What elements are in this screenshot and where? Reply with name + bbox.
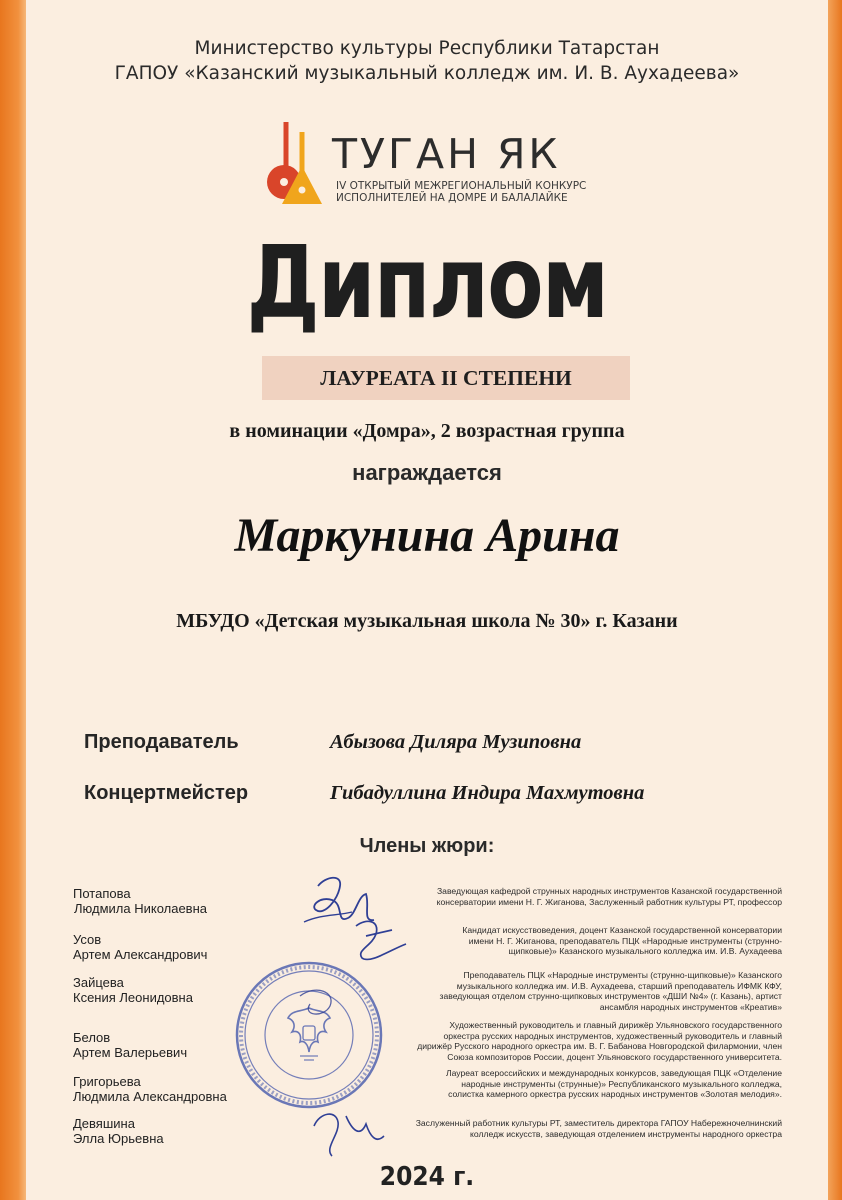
jury-given-name: Элла Юрьевна — [73, 1131, 164, 1146]
left-orange-border — [0, 0, 26, 1200]
description-line: Союза композиторов России, доцент Ульяновского государственного университета. — [447, 1051, 782, 1062]
subtitle-line-1: IV ОТКРЫТЫЙ МЕЖРЕГИОНАЛЬНЫЙ КОНКУРС — [336, 180, 587, 192]
teacher-name: Абызова Диляра Музиповна — [330, 731, 582, 753]
jury-member-name — [73, 886, 207, 916]
jury-given-name: Артем Александрович — [73, 947, 208, 962]
recipient-name: Маркунина Арина — [234, 509, 620, 562]
jury-given-name: Людмила Николаевна — [74, 901, 207, 916]
description-line: Заведующая кафедрой струнных народных инструментов Казанской государственной — [436, 886, 782, 896]
school-name: МБУДО «Детская музыкальная школа № 30» г. Казани — [176, 610, 678, 632]
description-line: щипковые)» Казанского музыкального колледжа им. И.В. Аухадеева — [508, 946, 782, 956]
jury-member-name — [73, 975, 193, 1005]
description-line: Преподаватель ПЦК «Народные инструменты (струнно-щипковые)» Казанского — [463, 970, 782, 980]
description-line: консерватории имени Н. Г. Жиганова, Заслуженный работник культуры РТ, профессор — [436, 896, 782, 907]
balalaika-domra-logo-icon — [266, 118, 326, 208]
description-line: заведующая отделом струнно-щипковых инструментов «ДШИ №4» (г. Казань), артист — [439, 991, 782, 1001]
jury-surname: Девяшина — [73, 1116, 135, 1131]
jury-surname: Усов — [73, 932, 102, 947]
jury-member-name — [73, 1030, 187, 1060]
jury-title: Члены жюри: — [359, 835, 495, 857]
jury-member-description — [362, 1020, 782, 1062]
laureate-degree: ЛАУРЕАТА II СТЕПЕНИ — [262, 356, 630, 400]
description-line: Заслуженный работник культуры РТ, заместитель директора ГАПОУ Набережночелнинский — [415, 1118, 782, 1128]
accompanist-label: Концертмейстер — [84, 782, 249, 804]
description-line: Кандидат искусствоведения, доцент Казанской государственной консерватории — [462, 925, 782, 935]
subtitle-line-2: ИСПОЛНИТЕЛЕЙ НА ДОМРЕ И БАЛАЛАЙКЕ — [336, 192, 568, 204]
jury-member-description — [362, 925, 782, 957]
teacher-label: Преподаватель — [84, 731, 239, 753]
jury-member-description — [362, 1118, 782, 1139]
competition-subtitle — [336, 180, 586, 204]
jury-member-description — [362, 886, 782, 907]
jury-member-name — [73, 1116, 164, 1146]
jury-member-description — [362, 970, 782, 1012]
jury-surname: Потапова — [73, 886, 131, 901]
description-line: колледж искусств, заведующая отделением инструменты народного оркестра — [470, 1128, 782, 1139]
diploma-title: Диплом — [246, 224, 608, 341]
jury-given-name: Людмила Александровна — [73, 1089, 227, 1104]
awarded-text: награждается — [352, 460, 502, 485]
right-orange-border — [828, 0, 842, 1200]
jury-member-name — [73, 932, 207, 962]
description-line: музыкального колледжа им. И.В. Аухадеева, старший преподаватель ИФМК КФУ, — [456, 980, 782, 991]
description-line: дирижёр Русского народного оркестра им. В. Г. Бабанова Новгородской филармонии, член — [417, 1041, 782, 1051]
description-line: народные инструменты (струнные)» Республиканского музыкального колледжа, — [461, 1078, 782, 1089]
description-line: Художественный руководитель и главный дирижёр Ульяновского государственного — [449, 1020, 782, 1030]
description-line: оркестра русских народных инструментов, художественный руководитель и главный — [443, 1030, 782, 1041]
description-line: ансамбля народных инструментов «Креатив» — [599, 1001, 782, 1012]
jury-surname: Белов — [73, 1030, 111, 1045]
accompanist-name: Гибадуллина Индира Махмутовна — [330, 782, 645, 804]
description-line: солистка камерного оркестра русских народных инструментов «Золотая мелодия». — [448, 1089, 782, 1099]
ministry-line: Министерство культуры Республики Татарстан — [194, 38, 660, 59]
description-line: Лауреат всероссийских и международных конкурсов, заведующая ПЦК «Отделение — [445, 1068, 782, 1078]
jury-given-name: Артем Валерьевич — [73, 1045, 188, 1060]
year: 2024 г. — [379, 1162, 475, 1192]
college-line: ГАПОУ «Казанский музыкальный колледж им. И. В. Аухадеева» — [114, 63, 740, 84]
official-seal-stamp — [234, 960, 384, 1110]
jury-member-name — [73, 1074, 227, 1104]
jury-surname: Григорьева — [73, 1074, 141, 1089]
description-line: имени Н. Г. Жиганова, преподаватель ПЦК «Народные инструменты (струнно- — [468, 935, 782, 946]
jury-member-description — [362, 1068, 782, 1100]
jury-given-name: Ксения Леонидовна — [73, 990, 193, 1005]
nomination-text: в номинации «Домра», 2 возрастная группа — [229, 420, 625, 442]
competition-name: ТУГАН ЯК — [332, 130, 561, 178]
jury-surname: Зайцева — [73, 975, 124, 990]
